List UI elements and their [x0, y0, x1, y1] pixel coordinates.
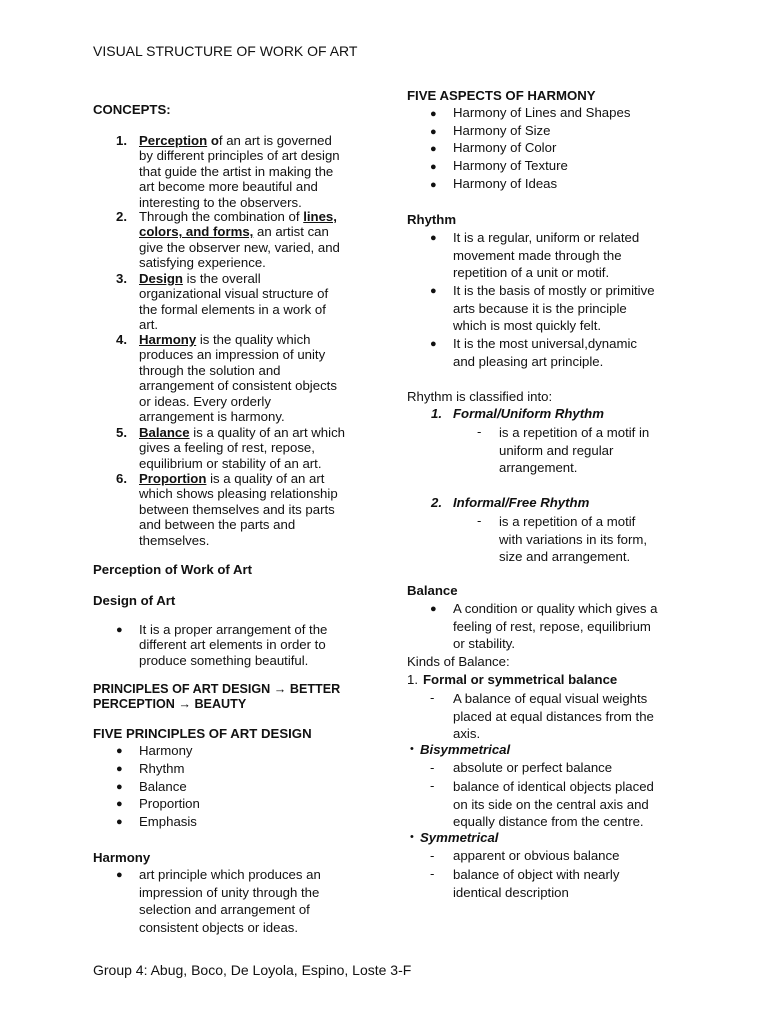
dash-icon: - [430, 866, 435, 881]
list-item: Rhythm [139, 761, 185, 776]
formal-balance-desc: A balance of equal visual weights placed at equal distances from the axis. [453, 691, 654, 742]
list-item: Harmony of Color [453, 140, 557, 155]
principles-heading: PRINCIPLES OF ART DESIGN → BETTER PERCEPTION → BEAUTY [93, 682, 341, 712]
bisymmetrical-heading: Bisymmetrical [420, 742, 511, 757]
dash-icon: - [477, 513, 482, 528]
concept-term: lines, [303, 209, 337, 224]
page-title: VISUAL STRUCTURE OF WORK OF ART [93, 43, 358, 59]
rhythm-heading: Rhythm [407, 212, 457, 227]
list-number: 2. [431, 495, 442, 510]
bullet-icon: ● [116, 798, 123, 810]
bullet-icon: ● [430, 143, 437, 155]
list-item: Harmony [139, 743, 193, 758]
small-bullet-icon: • [410, 831, 414, 843]
dash-icon: - [430, 760, 435, 775]
bullet-icon: ● [116, 781, 123, 793]
list-item: Harmony of Ideas [453, 176, 558, 191]
bullet-icon: ● [430, 108, 437, 120]
bullet-icon: ● [430, 161, 437, 173]
sym-item: apparent or obvious balance [453, 848, 620, 863]
formal-balance-heading: Formal or symmetrical balance [423, 672, 618, 687]
concept-term: Balance [139, 425, 190, 440]
concept-number: 3. [116, 271, 127, 286]
symmetrical-heading: Symmetrical [420, 830, 499, 845]
dash-icon: - [477, 424, 482, 439]
aspects-heading: FIVE ASPECTS OF HARMONY [407, 88, 596, 103]
list-item: Harmony of Size [453, 123, 551, 138]
list-item: Balance [139, 779, 187, 794]
concept-number: 2. [116, 209, 127, 224]
formal-rhythm-heading: Formal/Uniform Rhythm [453, 406, 604, 421]
concept-term: Perception [139, 133, 208, 148]
bullet-icon: ● [430, 338, 437, 350]
kinds-of-balance: Kinds of Balance: [407, 654, 510, 669]
list-item: Emphasis [139, 814, 197, 829]
concept-term: Proportion [139, 471, 207, 486]
balance-heading: Balance [407, 583, 458, 598]
perception-heading: Perception of Work of Art [93, 562, 252, 577]
rhythm-classified: Rhythm is classified into: [407, 389, 553, 404]
harmony-heading: Harmony [93, 850, 151, 865]
bullet-icon: ● [430, 285, 437, 297]
list-number: 1. [407, 672, 418, 687]
concept-term: Design [139, 271, 183, 286]
bullet-icon: ● [430, 179, 437, 191]
bisym-item: balance of identical objects placed on its side on the central axis and equally distance from the centre. [453, 779, 654, 830]
list-item: Proportion [139, 796, 200, 811]
five-principles-heading: FIVE PRINCIPLES OF ART DESIGN [93, 726, 312, 741]
list-item: Harmony of Lines and Shapes [453, 105, 631, 120]
informal-rhythm-desc: is a repetition of a motif with variations in its form, size and arrangement. [499, 514, 648, 565]
concept-number: 5. [116, 425, 127, 440]
concept-term: Harmony [139, 332, 197, 347]
concept-number: 6. [116, 471, 127, 486]
list-number: 1. [431, 406, 442, 421]
bullet-icon: ● [116, 816, 123, 828]
concepts-heading: CONCEPTS: [93, 102, 171, 117]
small-bullet-icon: • [410, 743, 414, 755]
formal-rhythm-desc: is a repetition of a motif in uniform and regular arrangement. [499, 425, 650, 476]
bullet-icon: ● [430, 126, 437, 138]
concept-number: 1. [116, 133, 127, 148]
bullet-icon: ● [430, 603, 437, 615]
dash-icon: - [430, 778, 435, 793]
bullet-icon: ● [116, 869, 123, 881]
list-item: Harmony of Texture [453, 158, 568, 173]
design-heading: Design of Art [93, 593, 176, 608]
concept-number: 4. [116, 332, 127, 347]
dash-icon: - [430, 690, 435, 705]
bullet-icon: ● [430, 232, 437, 244]
informal-rhythm-heading: Informal/Free Rhythm [453, 495, 590, 510]
sym-item: balance of object with nearly identical description [453, 867, 620, 900]
bullet-icon: ● [116, 624, 123, 636]
bullet-icon: ● [116, 745, 123, 757]
footer: Group 4: Abug, Boco, De Loyola, Espino, Loste 3-F [93, 962, 412, 978]
bullet-icon: ● [116, 763, 123, 775]
bisym-item: absolute or perfect balance [453, 760, 613, 775]
dash-icon: - [430, 848, 435, 863]
